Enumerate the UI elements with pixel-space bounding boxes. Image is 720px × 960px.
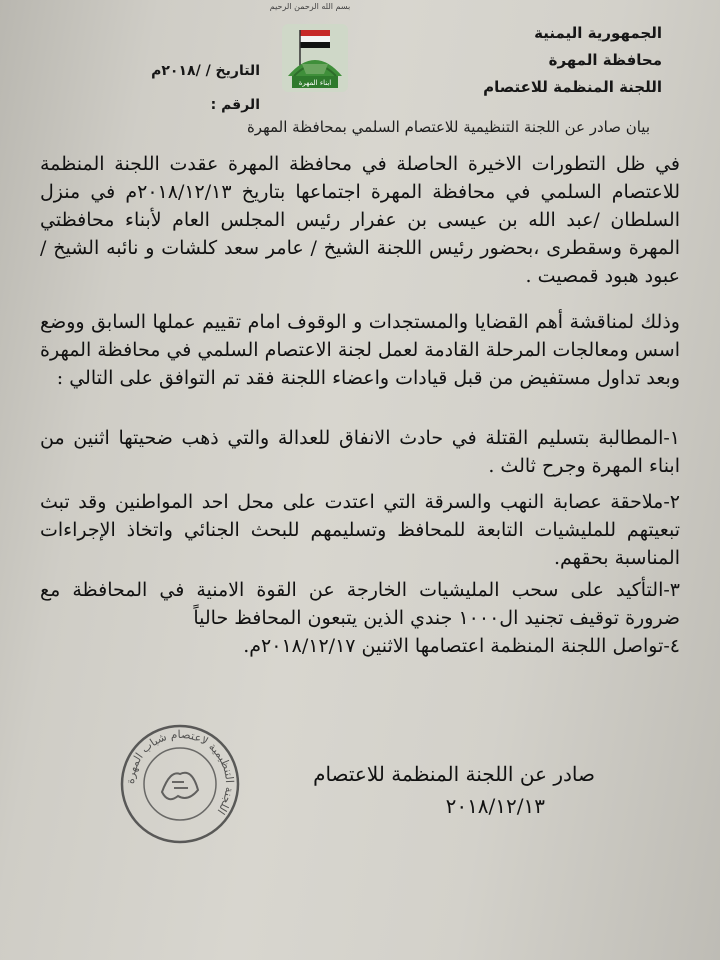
stamp-text: اللجنة التنظيمية لاعتصام شباب المهرة xyxy=(123,727,237,817)
paragraph-intro: في ظل التطورات الاخيرة الحاصلة في محافظة المهرة عقدت اللجنة المنظمة للاعتصام السلمي في محافظة المهرة اجتماعها بتاريخ ٢٠١٨/١٢/١٣م في منزل السلطان /عبد الله بن عيسى بن عفرار رئيس المجلس العام لأبناء محافظتي المهرة وسقطرى ،بحضور رئيس اللجنة الشيخ / عامر سعد كلشات و نائبه الشيخ /عبود هبود قمصيت . xyxy=(40,153,680,287)
resolution-item: ٢-ملاحقة عصابة النهب والسرقة التي اعتدت على محل احد المواطنين وقد تبث تبعيتهم للمليشيات التابعة للمحافظ وتسليمهم للبحث الجنائي واتخاذ الإجراءات المناسبة بحقهم. xyxy=(40,491,680,569)
resolution-item: ١-المطالبة بتسليم القتلة في حادث الانفاق للعدالة والتي ذهب ضحيتها اثنين من ابناء المهرة وجرح ثالث . xyxy=(40,427,680,477)
date-label: التاريخ / /٢٠١٨م xyxy=(151,63,260,79)
org-line-committee: اللجنة المنظمة للاعتصام xyxy=(483,78,662,96)
resolution-item: ٤-تواصل اللجنة المنظمة اعتصامها الاثنين ٢٠١٨/١٢/١٧م. xyxy=(243,635,680,657)
reference-label: الرقم : xyxy=(210,97,260,113)
org-line-country: الجمهورية اليمنية xyxy=(534,24,662,42)
official-stamp xyxy=(118,722,242,846)
org-line-governorate: محافظة المهرة xyxy=(548,51,662,69)
basmala: بسم الله الرحمن الرحيم xyxy=(269,2,351,11)
resolution-list xyxy=(40,424,680,660)
signature-block xyxy=(265,758,595,822)
logo-caption: ابناء المهرة xyxy=(298,79,332,87)
paragraph-agenda: وذلك لمناقشة أهم القضايا والمستجدات و الوقوف امام تقييم عملها السابق ووضع اسس ومعالجات المرحلة القادمة لعمل لجنة الاعتصام السلمي في محافظة المهرة وبعد تداول مستفيض من قبل قيادات واعضاء اللجنة فقد تم التوافق على التالي : xyxy=(40,311,680,389)
signature-date: ٢٠١٨/١٢/١٣ xyxy=(445,794,545,818)
resolution-item: ٣-التأكيد على سحب المليشيات الخارجة عن القوة الامنية في المحافظة مع ضرورة توقيف تجنيد ال١٠٠٠ جندي الذين يتبعون المحافظ حالياً xyxy=(40,579,680,629)
statement-title: بيان صادر عن اللجنة التنظيمية للاعتصام السلمي بمحافظة المهرة xyxy=(246,118,650,136)
issuer-line: صادر عن اللجنة المنظمة للاعتصام xyxy=(313,762,595,786)
committee-logo xyxy=(282,24,348,92)
organization-block xyxy=(462,20,662,101)
date-ref-block xyxy=(110,54,260,122)
